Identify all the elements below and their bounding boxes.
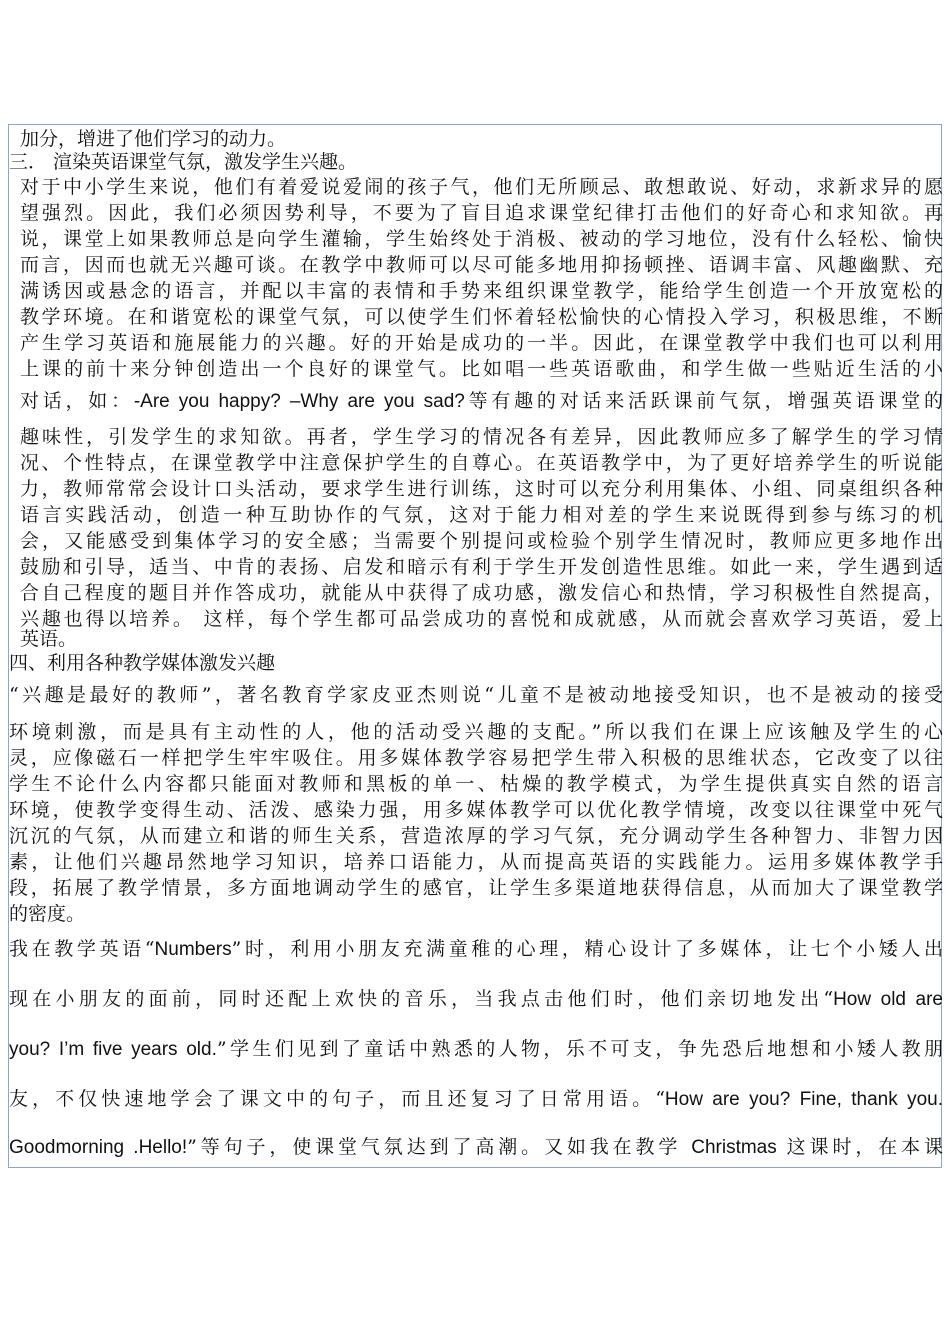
- text-segment: you? I’m five years old.: [9, 1039, 217, 1060]
- text-segment: 环境刺激，而是具有主动性的人，他的活动受兴趣的支配。”所以我们在课上应该触及学生的心: [9, 721, 943, 743]
- text-line: [9, 848, 943, 876]
- text-segment: -Are you happy? –Why are you sad?: [133, 391, 465, 412]
- text-segment: 我在教学英语“: [9, 938, 155, 960]
- text-segment: 学生不论什么内容都只能面对教师和黑板的单一、枯燥的教学模式，为学生提供真实自然的语言: [9, 773, 943, 795]
- text-line: [9, 387, 943, 415]
- text-line: [9, 199, 943, 227]
- text-line: [9, 553, 943, 581]
- text-line: [9, 744, 943, 772]
- text-line: [9, 579, 943, 607]
- text-segment: ”学生们见到了童话中熟悉的人物，乐不可支，争先恐后地想和小矮人教朋: [216, 1038, 943, 1060]
- text-segment: 四、利用各种教学媒体激发兴趣: [9, 652, 276, 674]
- text-line: [9, 475, 943, 503]
- text-line: [9, 1133, 943, 1161]
- text-segment: 三． 渲染英语课堂气氛，激发学生兴趣。: [9, 151, 358, 173]
- text-line: [9, 173, 943, 201]
- text-line: [9, 935, 943, 963]
- text-segment: ”等句子，使课堂气氛达到了高潮。又如我在教学: [187, 1136, 692, 1158]
- text-segment: 产生学习英语和施展能力的兴趣。好的开始是成功的一半。因此，在课堂教学中我们也可以利用: [20, 332, 943, 354]
- text-line: [9, 649, 943, 677]
- text-segment: 满诱因或悬念的语言，并配以丰富的表情和手势来组织课堂教学，能给学生创造一个开放宽松的: [20, 280, 943, 302]
- text-segment: 英语。: [20, 628, 78, 650]
- text-line: [9, 251, 943, 279]
- text-segment: 的密度。: [9, 903, 86, 925]
- text-segment: 教学环境。在和谐宽松的课堂气氛，可以使学生们怀着轻松愉快的心情投入学习，积极思维，不断: [20, 306, 943, 328]
- text-segment: Goodmorning .Hello!: [9, 1137, 188, 1158]
- text-line: [9, 770, 943, 798]
- text-segment: 语言实践活动，创造一种互助协作的气氛，这对于能力相对差的学生来说既得到参与练习的机: [20, 504, 943, 526]
- text-line: [9, 681, 943, 709]
- text-segment: 对于中小学生来说，他们有着爱说爱闹的孩子气，他们无所顾忌、敢想敢说、好动，求新求异的愿: [20, 176, 943, 198]
- text-segment: 等有趣的对话来活跃课前气氛，增强英语课堂的: [464, 390, 943, 412]
- text-segment: 趣味性，引发学生的求知欲。再者，学生学习的情况各有差异，因此教师应多了解学生的学习情: [20, 426, 943, 448]
- text-segment: “兴趣是最好的教师”，著名教育学家皮亚杰则说“儿童不是被动地接受知识，也不是被动的接受: [9, 684, 943, 706]
- text-segment: 合自己程度的题目并作答成功，就能从中获得了成功感，激发信心和热情，学习积极性自然提高，: [20, 582, 943, 604]
- text-segment: Numbers: [154, 939, 232, 960]
- text-line: [9, 277, 943, 305]
- text-segment: 况、个性特点，在课堂教学中注意保护学生的自尊心。在英语教学中，为了更好培养学生的听说能: [20, 452, 943, 474]
- text-segment: ”时，利用小朋友充满童稚的心理，精心设计了多媒体，让七个小矮人出: [231, 938, 943, 960]
- text-segment: 现在小朋友的面前，同时还配上欢快的音乐，当我点击他们时，他们亲切地发出“: [9, 988, 834, 1010]
- text-segment: 对话，如：: [20, 390, 134, 412]
- text-segment: 段，拓展了教学情景，多方面地调动学生的感官，让学生多渠道地获得信息，从而加大了课堂教学: [9, 877, 943, 899]
- text-segment: 灵，应像磁石一样把学生牢牢吸住。用多媒体教学容易把学生带入积极的思维状态，它改变了以往: [9, 747, 943, 769]
- text-line: [9, 796, 943, 824]
- text-line: [9, 900, 943, 928]
- text-segment: 沉沉的气氛，从而建立和谐的师生关系，营造浓厚的学习气氛，充分调动学生各种智力、非智力因: [9, 825, 943, 847]
- text-segment: 望强烈。因此，我们必须因势利导，不要为了盲目追求课堂纪律打击他们的好奇心和求知欲。再: [20, 202, 943, 224]
- text-line: [9, 1035, 943, 1063]
- text-line: [9, 303, 943, 331]
- text-line: [9, 225, 943, 253]
- text-segment: 说，课堂上如果教师总是向学生灌输，学生始终处于消极、被动的学习地位，没有什么轻松、愉快: [20, 228, 943, 250]
- text-segment: 环境，使教学变得生动、活泼、感染力强，用多媒体教学可以优化教学情境，改变以往课堂中死气: [9, 799, 943, 821]
- text-line: [9, 1085, 943, 1113]
- text-segment: 兴趣也得以培养。 这样，每个学生都可品尝成功的喜悦和成就感，从而就会喜欢学习英语，爱上: [20, 608, 943, 630]
- text-line: [9, 985, 943, 1013]
- text-segment: 鼓励和引导，适当、中肯的表扬、启发和暗示有利于学生开发创造性思维。如此一来，学生遇到适: [20, 556, 943, 578]
- text-segment: 友，不仅快速地学会了课文中的句子，而且还复习了日常用语。“: [9, 1088, 665, 1110]
- text-segment: 上课的前十来分钟创造出一个良好的课堂气。比如唱一些英语歌曲，和学生做一些贴近生活的小: [20, 358, 943, 380]
- text-line: [9, 423, 943, 451]
- text-segment: How are you? Fine, thank you.: [664, 1089, 943, 1110]
- text-segment: 加分，增进了他们学习的动力。: [20, 128, 287, 150]
- text-segment: 而言，因而也就无兴趣可谈。在教学中教师可以尽可能多地用抑扬顿挫、语调丰富、风趣幽默、充: [20, 254, 943, 276]
- text-segment: 会，又能感受到集体学习的安全感；当需要个别提问或检验个别学生情况时，教师应更多地作出: [20, 530, 943, 552]
- text-segment: 素，让他们兴趣昂然地学习知识，培养口语能力，从而提高英语的实践能力。运用多媒体教学手: [9, 851, 943, 873]
- text-line: [9, 527, 943, 555]
- text-line: [9, 329, 943, 357]
- text-segment: 这课时，在本课: [776, 1136, 943, 1158]
- text-segment: Christmas: [691, 1137, 777, 1158]
- text-segment: 力，教师常常会设计口头活动，要求学生进行训练，这时可以充分利用集体、小组、同桌组织各种: [20, 478, 943, 500]
- text-line: [9, 718, 943, 746]
- text-line: [9, 355, 943, 383]
- text-line: [9, 822, 943, 850]
- text-line: [9, 148, 943, 176]
- document-page: [8, 124, 942, 1168]
- text-line: [9, 501, 943, 529]
- text-segment: How old are: [833, 989, 943, 1010]
- text-line: [9, 449, 943, 477]
- text-line: [9, 874, 943, 902]
